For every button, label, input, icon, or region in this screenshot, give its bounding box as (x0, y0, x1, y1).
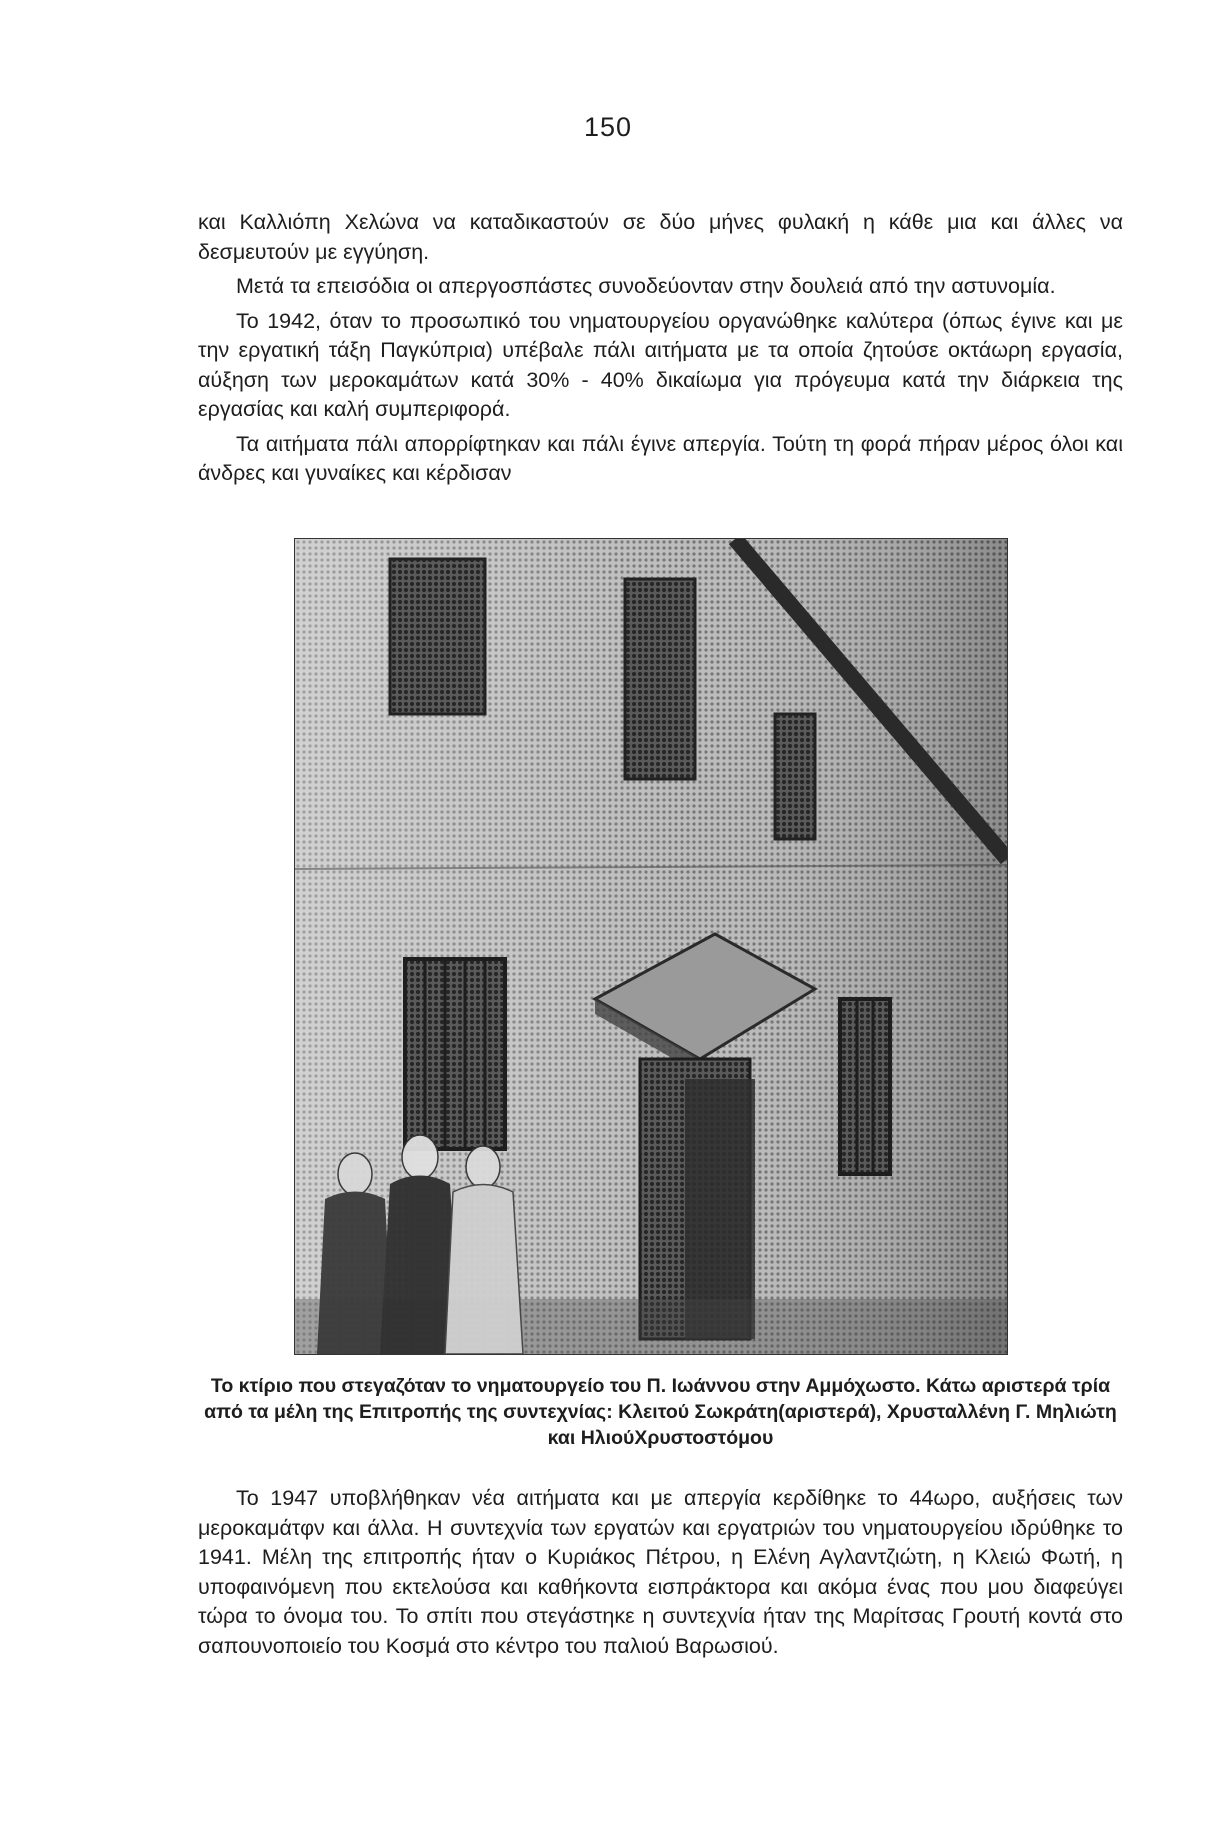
factory-building-illustration (295, 539, 1007, 1354)
paragraph-strikebreakers: Μετά τα επεισόδια οι απεργοσπάστες συνοδεύονταν στην δουλειά από την αστυνομία. (236, 274, 1056, 298)
upper-right-window (775, 714, 815, 839)
paragraph-1947-demands: Το 1947 υποβλήθηκαν νέα αιτήματα και με απεργία κερδίθηκε το 44ωρο, αυξήσεις των μεροκαμάτφν και άλλα. Η συντεχνία των εργατών και εργατριών του νηματουργείου ιδρύθηκε το 1941. Μέλη της επιτροπής ήταν ο Κυριάκος Πέτρου, η Ελένη Αγλαντζιώτη, η Κλειώ Φωτή, η υποφαινόμενη που εκτελούσα και καθήκοντα εισπράκτορα και ακόμα ένας που μου διαφεύγει τώρα το όνομα του. Το σπίτι που στεγάστηκε η συντεχνία ήταν της Μαρίτσας Γρουτή κοντά στο σαπουνοποιείο του Κοσμά στο κέντρο του παλιού Βαρωσιού. (198, 1486, 1123, 1658)
three-committee-members (317, 1135, 523, 1354)
lower-right-barred-window (840, 999, 890, 1174)
photo-caption: Το κτίριο που στεγαζόταν το νηματουργείο του Π. Ιωάννου στην Αμμόχωστο. Κάτω αριστερά τρία από τα μέλη της Επιτροπής της συντεχνίας: Κλειτού Σωκράτη(αριστερά), Χρυσταλλένη Γ. Μηλιώτη και ΗλιούΧρυστοστόμου (204, 1375, 1117, 1449)
paragraph-strike: Τα αιτήματα πάλι απορρίφτηκαν και πάλι έγινε απεργία. Τούτη τη φορά πήραν μέρος όλοι και άνδρες και γυναίκες και κέρδισαν (198, 431, 1123, 485)
upper-text-block (198, 208, 1123, 494)
paragraph-continuation: και Καλλιόπη Χελώνα να καταδικαστούν σε δύο μήνες φυλακή η κάθε μια και άλλες να δεσμευτούν με εγγύηση. (198, 210, 1123, 264)
page-number: 150 (583, 112, 633, 142)
factory-building-photo (294, 538, 1008, 1355)
upper-left-window (390, 559, 485, 714)
lower-text-block (198, 1484, 1123, 1666)
lower-left-barred-window (405, 959, 505, 1149)
paragraph-1942-demands: Το 1942, όταν το προσωπικό του νηματουργείου οργανώθηκε καλύτερα (όπως έγινε και με την εργατική τάξη Παγκύπρια) υπέβαλε πάλι αιτήματα με τα οποία ζητούσε οκτάωρη εργασία, αύξηση των μεροκαμάτων κατά 30% - 40% δικαίωμα για πρόγευμα κατά την διάρκεια της εργασίας και καλή συμπεριφορά. (198, 308, 1123, 421)
upper-middle-window (625, 579, 695, 779)
